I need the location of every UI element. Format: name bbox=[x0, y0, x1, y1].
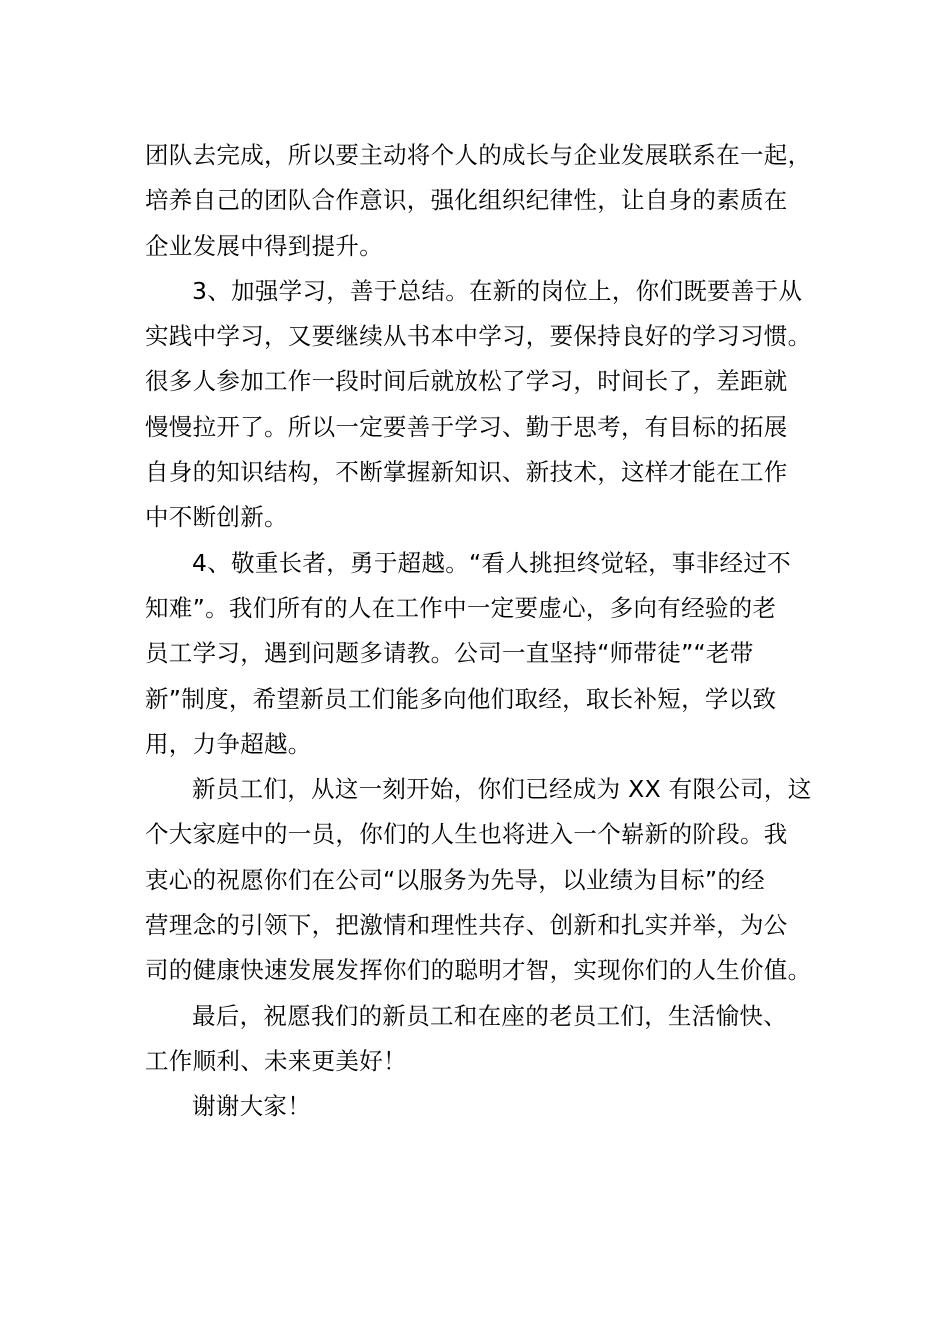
text-line: 个大家庭中的一员，你们的人生也将进入一个崭新的阶段。我 bbox=[145, 820, 788, 849]
text-line: 很多人参加工作一段时间后就放松了学习，时间长了，差距就 bbox=[145, 367, 788, 396]
text-line: 培养自己的团队合作意识，强化组织纪律性，让自身的素质在 bbox=[145, 186, 788, 215]
text-line: 实践中学习，又要继续从书本中学习，要保持良好的学习习惯。 bbox=[145, 322, 812, 351]
paragraph-3-heading-line: 3、加强学习，善于总结。在新的岗位上，你们既要善于从 bbox=[192, 276, 803, 305]
text-line: 工作顺利、未来更美好！ bbox=[145, 1046, 407, 1075]
text-line: 中不断创新。 bbox=[145, 503, 288, 532]
text-line: 衷心的祝愿你们在公司“以服务为先导，以业绩为目标”的经 bbox=[145, 865, 765, 894]
text-line: 慢慢拉开了。所以一定要善于学习、勤于思考，有目标的拓展 bbox=[145, 412, 788, 441]
text-line: 企业发展中得到提升。 bbox=[145, 231, 383, 260]
text-line: 营理念的引领下，把激情和理性共存、创新和扎实并举，为公 bbox=[145, 911, 788, 940]
text-line: 团队去完成，所以要主动将个人的成长与企业发展联系在一起， bbox=[145, 141, 812, 169]
paragraph-4-heading-line: 4、敬重长者，勇于超越。“看人挑担终觉轻，事非经过不 bbox=[192, 548, 791, 577]
text-line: 自身的知识结构，不断掌握新知识、新技术，这样才能在工作 bbox=[145, 458, 788, 487]
document-page bbox=[145, 133, 810, 1130]
paragraph-wishes-start-line: 最后，祝愿我们的新员工和在座的老员工们，生活愉快、 bbox=[192, 1001, 787, 1030]
text-line: 用，力争超越。 bbox=[145, 729, 312, 758]
paragraph-closing-start-line: 新员工们，从这一刻开始，你们已经成为 XX 有限公司，这 bbox=[192, 775, 812, 804]
thanks-line: 谢谢大家！ bbox=[192, 1092, 311, 1121]
text-line: 新”制度，希望新员工们能多向他们取经，取长补短，学以致 bbox=[145, 684, 777, 713]
text-line: 员工学习，遇到问题多请教。公司一直坚持“师带徒”“老带 bbox=[145, 639, 754, 668]
text-line: 司的健康快速发展发挥你们的聪明才智，实现你们的人生价值。 bbox=[145, 956, 812, 985]
text-line: 知难”。我们所有的人在工作中一定要虚心，多向有经验的老 bbox=[145, 593, 777, 622]
